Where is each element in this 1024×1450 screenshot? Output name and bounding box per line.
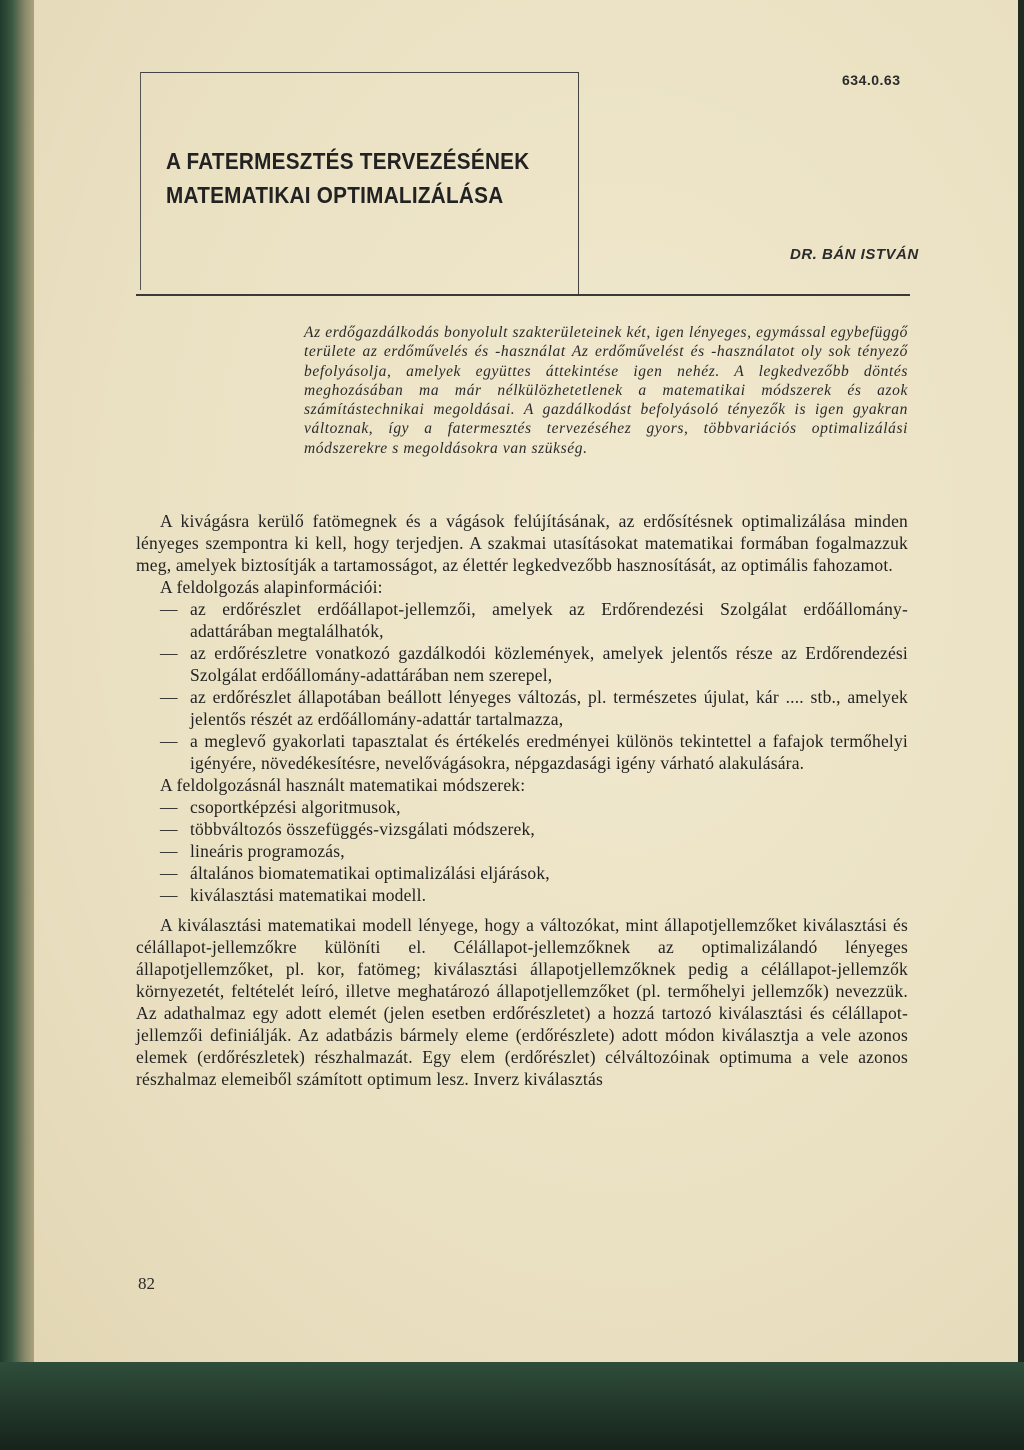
header-rule-left — [140, 72, 141, 290]
article-body — [136, 510, 908, 1090]
classification-code: 634.0.63 — [842, 72, 901, 88]
dash: — — [160, 841, 178, 861]
page-number: 82 — [138, 1274, 155, 1293]
list-item: — csoportképzési algoritmusok, — [160, 797, 401, 817]
header-rule-bottom — [136, 294, 910, 296]
dash: — — [160, 643, 178, 663]
title-line-1: A FATERMESZTÉS TERVEZÉSÉNEK — [166, 148, 530, 174]
paragraph-3: A feldolgozásnál használt matematikai módszerek: — [160, 775, 526, 795]
author-name: DR. BÁN ISTVÁN — [790, 246, 919, 263]
dash: — — [160, 599, 178, 619]
dash: — — [160, 797, 178, 817]
list-item: — az erdőrészlet erdőállapot-jellemzői, amelyek az Erdőrendezési Szolgálat erdőállomány-adattárában megtalálhatók, — [160, 599, 908, 641]
info-list — [136, 598, 908, 774]
title-line-2: MATEMATIKAI OPTIMALIZÁLÁSA — [166, 182, 504, 208]
list-item: — többváltozós összefüggés-vizsgálati módszerek, — [160, 819, 536, 839]
dash: — — [160, 863, 178, 883]
paragraph-1: A kivágásra kerülő fatömegnek és a vágások felújításának, az erdősítésnek optimalizálása minden lényeges szempontra ki kell, hogy terjedjen. A szakmai utasításokat matematikai formában fogalmazzuk meg, amelyek biztosítják a tartamosságot, az élettér legkedvezőbb hasznosítását, az optimális fahozamot. — [136, 511, 908, 575]
list-item: — kiválasztási matematikai modell. — [160, 885, 427, 905]
book-bottom-edge — [0, 1362, 1024, 1450]
paragraph-2: A feldolgozás alapinformációi: — [160, 577, 383, 597]
list-item: — lineáris programozás, — [160, 841, 345, 861]
list-item: — az erdőrészlet állapotában beállott lényeges változás, pl. természetes újulat, kár .... stb., amelyek jelentős részét az erdőállomány-adattár tartalmazza, — [160, 687, 908, 729]
header-rule-top — [140, 72, 578, 73]
abstract: Az erdőgazdálkodás bonyolult szakterületeinek két, igen lényeges, egymással egybefüggő területe az erdőművelés és -használat Az erdőművelést és -használatot oly sok tényező befolyásolja, amelyek együttes áttekintése igen nehéz. A legkedvezőbb döntés meghozásában ma már nélkülözhetetlenek a matematikai módszerek és azok számítástechnikai megoldásai. A gazdálkodást befolyásoló tényezők is igen gyakran változnak, így a fatermesztés tervezéséhez gyors, többvariációs optimalizálási módszerekre s megoldásokra van szükség. — [304, 324, 908, 457]
article-title — [166, 144, 535, 212]
list-item: — általános biomatematikai optimalizálási eljárások, — [160, 863, 550, 883]
list-item: — a meglevő gyakorlati tapasztalat és értékelés eredményei különös tekintettel a fafajok termőhelyi igényére, növedékesítésre, nevelővágásokra, népgazdasági igény várható alakulására. — [160, 731, 908, 773]
dash: — — [160, 687, 178, 707]
list-item: — az erdőrészletre vonatkozó gazdálkodói közlemények, amelyek jelentős része az Erdőrendezési Szolgálat erdőállomány-adattárában nem szerepel, — [160, 643, 908, 685]
dash: — — [160, 819, 178, 839]
header-rule-divider — [578, 72, 579, 294]
methods-list — [136, 796, 908, 906]
dash: — — [160, 731, 178, 751]
dash: — — [160, 885, 178, 905]
paragraph-4: A kiválasztási matematikai modell lényege, hogy a változókat, mint állapotjellemzőket kiválasztási és célállapot-jellemzőkre különíti el. Célállapot-jellemzőknek az optimalizálandó lényeges állapotjellemzőket, pl. kor, fatömeg; kiválasztási állapotjellemzőknek pedig a célállapot-jellemzők környezetét, feltételét leíró, illetve meghatározó állapotjellemzőket (pl. termőhelyi jellemzők) nevezzük. Az adathalmaz egy adott elemét (jelen esetben erdőrészletet) a hozzá tartozó kiválasztási és célállapot-jellemzői definiálják. Az adatbázis bármely eleme (erdőrészlete) adott módon kiválasztja a vele azonos elemek (erdőrészletek) részhalmazát. Egy elem (erdőrészlet) célváltozóinak optimuma a vele azonos részhalmaz elemeiből számított optimum lesz. Inverz kiválasztás — [136, 915, 908, 1089]
